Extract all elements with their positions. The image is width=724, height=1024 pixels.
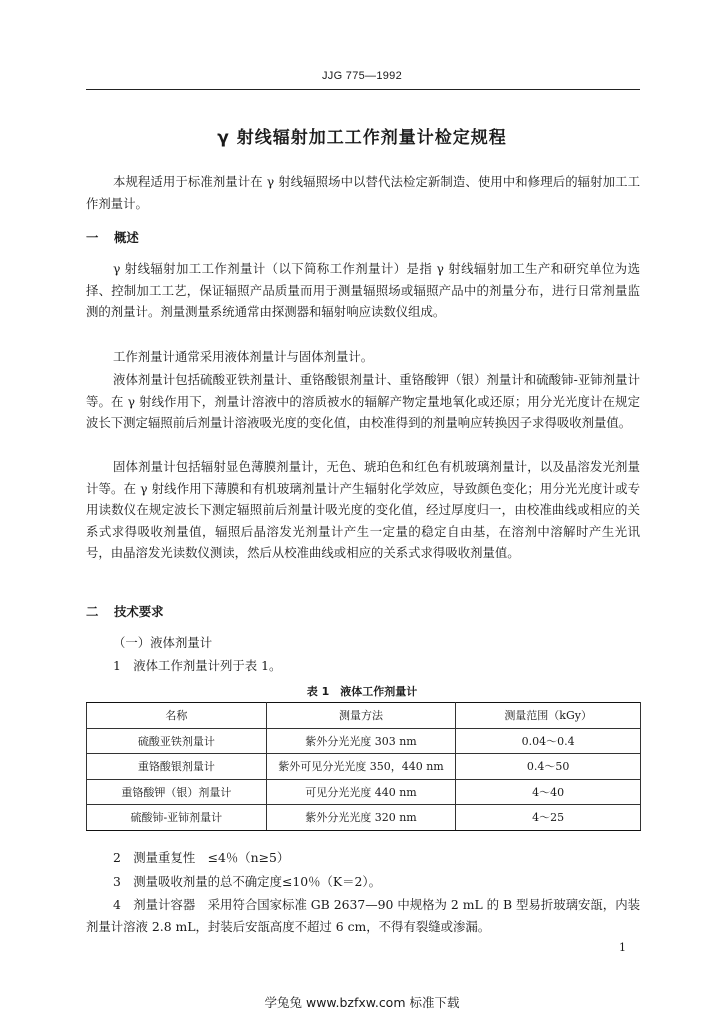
section-title: 技术要求 [114, 604, 164, 619]
table-cell: 紫外分光光度 320 nm [266, 805, 456, 831]
page-title: γ 射线辐射加工工作剂量计检定规程 [217, 128, 507, 148]
table-row [87, 779, 641, 805]
table-row [87, 754, 641, 780]
table-cell: 紫外分光光度 303 nm [266, 728, 456, 754]
footer-watermark: 学兔兔 www.bzfxw.com 标准下载 [264, 995, 460, 1010]
table-row [87, 805, 641, 831]
overview-paragraph-2: 工作剂量计通常采用液体剂量计与固体剂量计。 [113, 349, 374, 364]
overview-paragraph-3: 液体剂量计包括硫酸亚铁剂量计、重铬酸银剂量计、重铬酸钾（银）剂量计和硫酸铈-亚铈剂量计等。在 γ 射线作用下，剂量计溶液中的溶质被水的辐解产物定量地氧化或还原；用分光光度计在规定波长下测定辐照前后剂量计溶液吸光度的变化值，由校准得到的剂量响应转换因子求得吸收剂量值。 [86, 372, 640, 430]
table-caption: 表 1 液体工作剂量计 [306, 685, 418, 698]
table-cell: 4～25 [456, 805, 641, 831]
overview-paragraph-1: γ 射线辐射加工工作剂量计（以下简称工作剂量计）是指 γ 射线辐射加工生产和研究单位为选择、控制加工工艺，保证辐照产品质量而用于测量辐照场或辐照产品中的剂量分布，进行日常剂量监测的剂量计。剂量测量系统通常由探测器和辐射响应读数仪组成。 [86, 261, 640, 319]
standard-code: JJG 775—1992 [321, 70, 403, 82]
table-cell: 可见分光光度 440 nm [266, 779, 456, 805]
table-cell: 0.04～0.4 [456, 728, 641, 754]
table-cell: 重铬酸银剂量计 [87, 754, 267, 780]
table-cell: 重铬酸钾（银）剂量计 [87, 779, 267, 805]
section-heading-requirements [86, 602, 164, 620]
item-1: 1 液体工作剂量计列于表 1。 [113, 658, 282, 673]
table-cell: 紫外可见分光光度 350，440 nm [266, 754, 456, 780]
subsection-liquid-dosimeter: （一）液体剂量计 [113, 635, 213, 650]
table-cell: 硫酸亚铁剂量计 [87, 728, 267, 754]
overview-paragraph-4: 固体剂量计包括辐射显色薄膜剂量计，无色、琥珀色和红色有机玻璃剂量计，以及晶溶发光剂量计等。在 γ 射线作用下薄膜和有机玻璃剂量计产生辐射化学效应，导致颜色变化；用分光光度计或专用读数仪在规定波长下测定辐照前后剂量计吸光度的变化值，经过厚度归一，由校准曲线或相应的关系式求得吸收剂量值，辐照后晶溶发光剂量计产生一定量的稳定自由基，在溶剂中溶解时产生光讯号，由晶溶发光读数仪测读，然后从校准曲线或相应的关系式求得吸收剂量值。 [86, 459, 640, 560]
intro-paragraph: 本规程适用于标准剂量计在 γ 射线辐照场中以替代法检定新制造、使用中和修理后的辐射加工工作剂量计。 [86, 174, 640, 211]
column-header: 测量方法 [266, 703, 456, 729]
header-divider [86, 89, 640, 90]
page-number: 1 [619, 941, 626, 954]
column-header: 测量范围（kGy） [456, 703, 641, 729]
table-header-row [87, 703, 641, 729]
table-row [87, 728, 641, 754]
section-number: 一 [86, 230, 99, 245]
item-2: 2 测量重复性 ≤4％（n≥5） [113, 850, 290, 865]
section-heading-overview [86, 228, 139, 246]
column-header: 名称 [87, 703, 267, 729]
item-4: 4 剂量计容器 采用符合国家标准 GB 2637—90 中规格为 2 mL 的 B 型易折玻璃安瓿，内装剂量计溶液 2.8 mL，封装后安瓿高度不超过 6 cm，不得有裂缝或渗漏。 [86, 897, 640, 934]
table-cell: 4～40 [456, 779, 641, 805]
item-3: 3 测量吸收剂量的总不确定度≤10％（K＝2）。 [113, 874, 382, 889]
liquid-dosimeter-table [86, 702, 641, 831]
section-title: 概述 [114, 230, 139, 245]
section-number: 二 [86, 604, 99, 619]
table-cell: 0.4～50 [456, 754, 641, 780]
table-cell: 硫酸铈-亚铈剂量计 [87, 805, 267, 831]
